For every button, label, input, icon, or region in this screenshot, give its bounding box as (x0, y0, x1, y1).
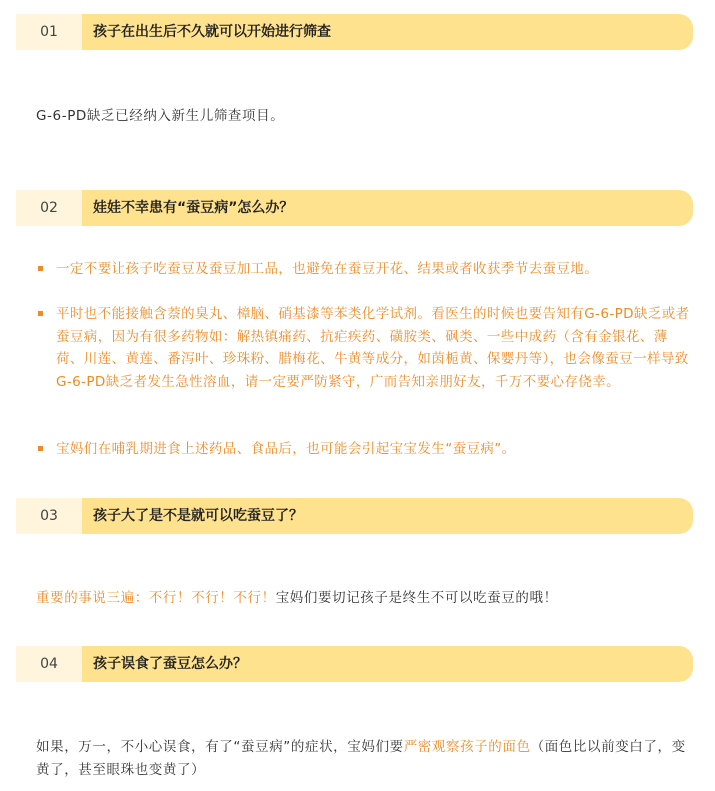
list-item (36, 438, 691, 461)
bullet-square-icon (38, 311, 43, 316)
paragraph-accidental-ingestion (36, 736, 691, 781)
list-item (36, 303, 691, 393)
body-text: 如果，万一，不小心误食，有了“蚕豆病”的症状，宝妈们要 (36, 739, 404, 755)
section-header-02 (16, 190, 693, 226)
section-header-01 (16, 14, 693, 50)
list-item-text: 一定不要让孩子吃蚕豆及蚕豆加工品，也避免在蚕豆开花、结果或者收获季节去蚕豆地。 (56, 261, 599, 277)
bullet-square-icon (38, 266, 43, 271)
section-number: 03 (16, 498, 82, 534)
highlight-text: 重要的事说三遍：不行！不行！不行！ (36, 590, 276, 606)
highlight-text: 严密观察孩子的面色 (403, 739, 531, 755)
paragraph-never-eat-beans (36, 587, 691, 610)
section-title: 娃娃不幸患有“蚕豆病”怎么办？ (93, 200, 294, 216)
section-number: 01 (16, 14, 82, 50)
section-header-04 (16, 646, 693, 682)
body-text: 宝妈们要切记孩子是终生不可以吃蚕豆的哦！ (275, 590, 558, 606)
bullet-square-icon (38, 446, 43, 451)
section-number: 02 (16, 190, 82, 226)
section-title: 孩子误食了蚕豆怎么办？ (93, 656, 247, 672)
section-title: 孩子在出生后不久就可以开始进行筛查 (93, 24, 331, 40)
list-item (36, 258, 691, 281)
section-number: 04 (16, 646, 82, 682)
section-header-03 (16, 498, 693, 534)
paragraph-screening: G-6-PD缺乏已经纳入新生儿筛查项目。 (36, 108, 285, 124)
list-item-text: 宝妈们在哺乳期进食上述药品、食品后，也可能会引起宝宝发生“蚕豆病”。 (56, 441, 516, 457)
body-text: （面色比以前变白了，变黄了，甚至眼珠也变黄了） (36, 739, 686, 778)
list-item-text: 平时也不能接触含萘的臭丸、樟脑、硝基漆等苯类化学试剂。看医生的时候也要告知有G-6-PD缺乏或者蚕豆病，因为有很多药物如：解热镇痛药、抗疟疾药、磺胺类、砜类、一些中成药（含有金银花、薄荷、川莲、黄莲、番泻叶、珍珠粉、腊梅花、牛黄等成分，如茵栀黄、保婴丹等），也会像蚕豆一样导致G-6-PD缺乏者发生急性溶血，请一定要严防紧守，广而告知亲朋好友，千万不要心存侥幸。 (56, 306, 690, 390)
section-title: 孩子大了是不是就可以吃蚕豆了？ (93, 508, 303, 524)
